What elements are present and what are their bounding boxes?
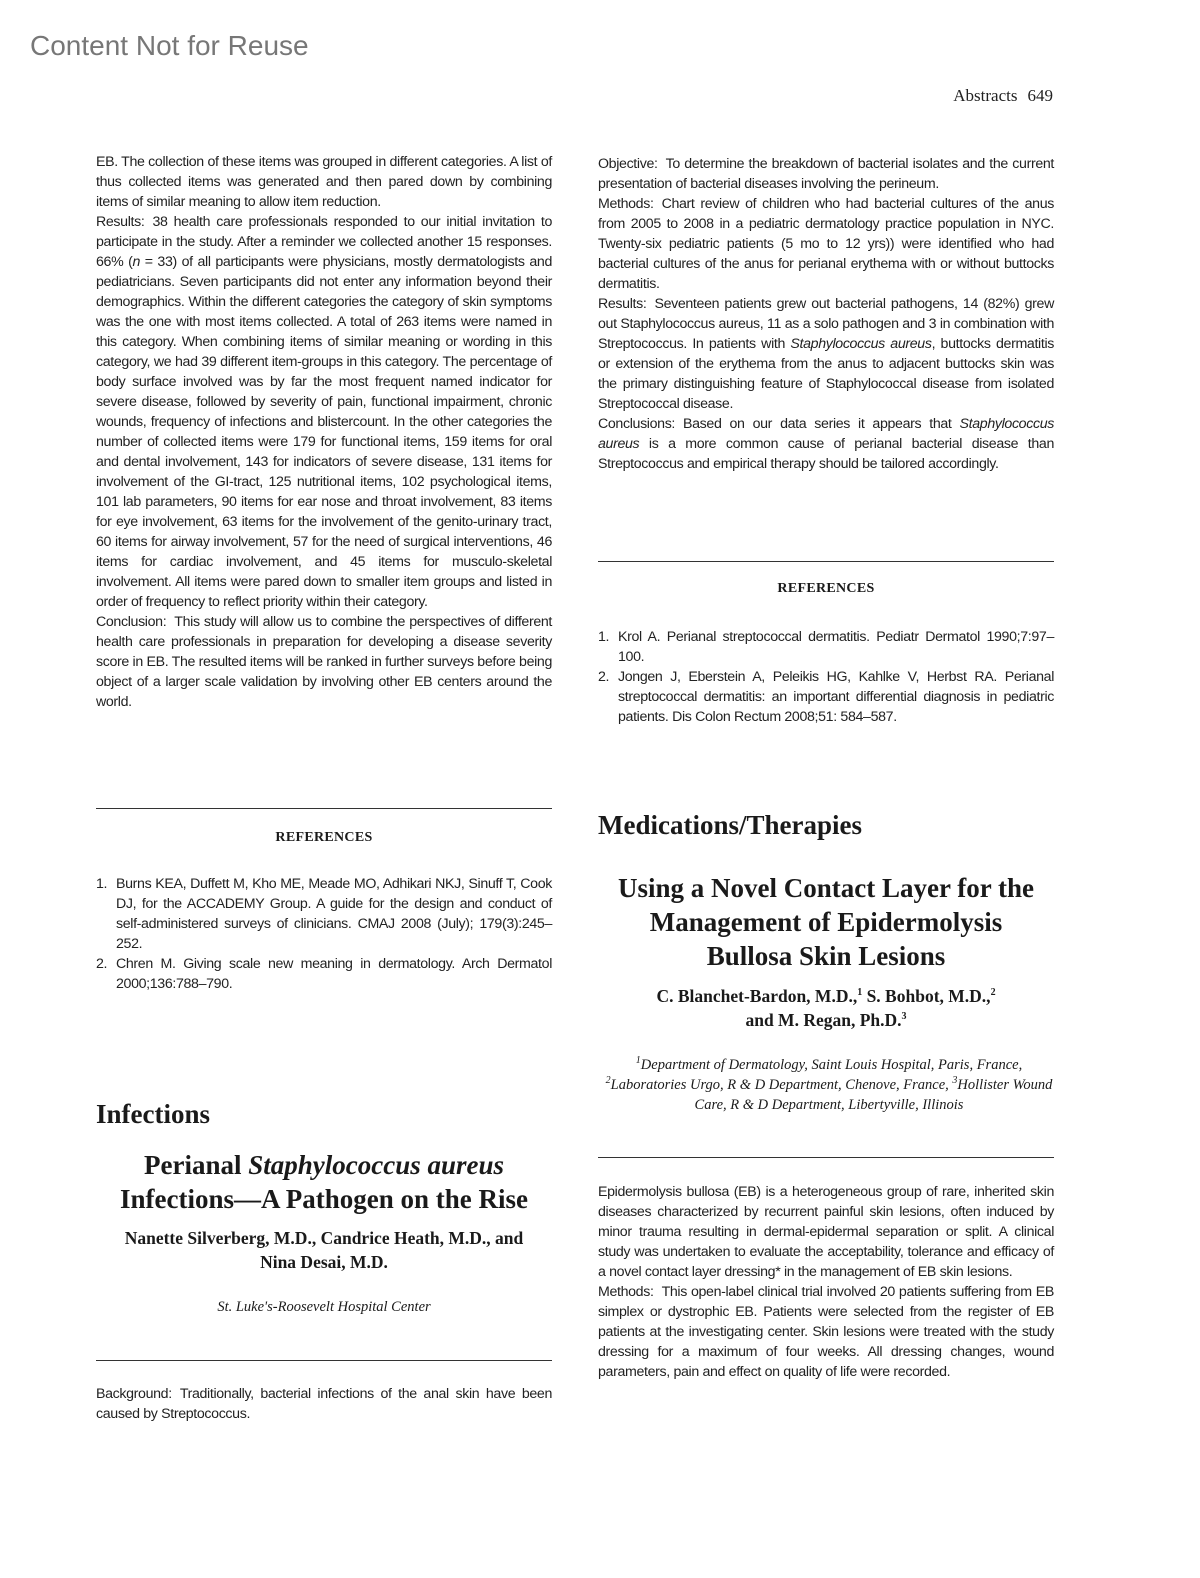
divider [598, 561, 1054, 562]
article-authors [598, 984, 1054, 1032]
paragraph-text: 38 health care professionals responded to our initial invitation to participate in the study. After a reminder we collected another 15 responses. 66% ( [96, 214, 552, 270]
article-affiliation [598, 1055, 1060, 1115]
authors-line: Nina Desai, M.D. [260, 1252, 388, 1272]
reference-text: Krol A. Perianal streptococcal dermatitis. Pediatr Dermatol 1990;7:97–100. [618, 629, 1054, 665]
section-heading-infections: Infections [96, 1099, 210, 1129]
paragraph-label: Conclusion: [96, 614, 167, 630]
paragraph-label: Results: [598, 296, 647, 312]
paragraph-text: is a more common cause of perianal bacterial disease than Streptococcus and empirical therapy should be tailored accordingly. [598, 436, 1054, 472]
paragraph [598, 1182, 1054, 1282]
affil-sup: 3 [952, 1075, 958, 1087]
paragraph-label: Conclusions: [598, 416, 676, 432]
author-sup: 2 [990, 987, 996, 999]
paragraph-text: EB. The collection of these items was grouped in different categories. A list of thus collected items was generated and then pared down by combining items of similar meaning to allow item reduction. [96, 154, 552, 210]
title-text: Perianal [143, 1150, 249, 1180]
paragraph [96, 212, 552, 612]
title-line: Using a Novel Contact Layer for the [618, 873, 1034, 903]
reference-text: Jongen J, Eberstein A, Peleikis HG, Kahlke V, Herbst RA. Perianal streptococcal dermatitis: an important differential diagnosis in pediatric patients. Dis Colon Rectum 2008;51: 584–587. [618, 669, 1054, 725]
reference-item [598, 627, 1054, 667]
reference-text: Burns KEA, Duffett M, Kho ME, Meade MO, Adhikari NKJ, Sinuff T, Cook DJ, for the ACCADEMY Group. A guide for the design and conduct of self-administered surveys of clinicians. CMAJ 2008 (July); 179(3):245–252. [116, 876, 552, 952]
reference-number: 1. [598, 629, 610, 645]
affil-text: Laboratories Urgo, R & D Department, Chenove, France, [610, 1077, 953, 1093]
paragraph [598, 294, 1054, 414]
paragraph-text: Chart review of children who had bacterial cultures of the anus from 2005 to 2008 in a pediatric dermatology practice population in NYC. Twenty-six pediatric patients (5 mo to 12 yrs)) were identified who had bacterial cultures of the anus for perianal erythema with or without buttocks dermatitis. [598, 196, 1054, 292]
reference-item [96, 954, 552, 994]
divider [96, 808, 552, 809]
running-head [943, 86, 1053, 106]
author: C. Blanchet-Bardon, M.D., [656, 986, 858, 1006]
article-affiliation: St. Luke's-Roosevelt Hospital Center [217, 1299, 431, 1315]
affil-text: Department of Dermatology, Saint Louis Hospital, Paris, France, [640, 1057, 1023, 1073]
section-heading-medications: Medications/Therapies [598, 810, 862, 840]
title-line: Management of Epidermolysis [649, 907, 1003, 937]
reference-item [96, 874, 552, 954]
affil-sup: 1 [635, 1055, 641, 1067]
author: S. Bohbot, M.D., [862, 986, 991, 1006]
article-authors [96, 1226, 552, 1274]
article-abstract [96, 1384, 552, 1424]
title-line: Bullosa Skin Lesions [706, 941, 946, 971]
right-abstract [598, 154, 1054, 474]
paragraph [96, 612, 552, 712]
article-abstract [598, 1182, 1054, 1382]
title-italic: Staphylococcus aureus [248, 1150, 504, 1180]
affil-sup: 2 [605, 1075, 611, 1087]
paragraph [598, 154, 1054, 194]
reference-list [96, 874, 552, 994]
paragraph [598, 1282, 1054, 1382]
paragraph [96, 1384, 552, 1424]
article-title [598, 871, 1054, 973]
paragraph-text: This study will allow us to combine the perspectives of different health care professionals in preparation for developing a disease severity score in EB. The resulted items will be ranked in further surveys before being object of a larger scale validation by involving other EB centers around the world. [96, 614, 552, 710]
italic-text: Staphylococcus aureus [598, 416, 1054, 452]
divider [598, 1157, 1054, 1158]
author-sup: 1 [857, 987, 863, 999]
paragraph-label: Background: [96, 1386, 172, 1402]
paragraph-label: Methods: [598, 196, 654, 212]
reference-number: 2. [598, 669, 610, 685]
italic-text: n [132, 254, 141, 270]
left-abstract-continuation [96, 152, 552, 712]
paragraph-label: Objective: [598, 156, 658, 172]
paragraph-text: Epidermolysis bullosa (EB) is a heterogeneous group of rare, inherited skin diseases characterized by recurrent painful skin lesions, often induced by minor trauma resulting in dermal-epidermal separation or split. A clinical study was undertaken to evaluate the acceptability, tolerance and efficacy of a novel contact layer dressing* in the management of EB skin lesions. [598, 1184, 1054, 1280]
paragraph-text: = 33) of all participants were physicians, mostly dermatologists and pediatricians. Seven participants did not enter any information beyond their demographics. Within the different categories the category of skin symptoms was the one with most items collected. A total of 263 items were named in this category. When combining items of similar meaning or wording in this category, we had 39 different item-groups in this category. The percentage of body surface involved was by far the most frequent named indicator for severe disease, followed by severity of pain, functional impairment, chronic wounds, frequency of infections and blistercount. In the other categories the number of collected items were 179 for functional items, 159 items for oral and dental involvement, 143 for indicators of severe disease, 131 items for involvement of the GI-tract, 125 nutritional items, 102 psychological items, 101 lab parameters, 90 items for ear nose and throat involvement, 83 items for eye involvement, 63 items for the involvement of the genito-urinary tract, 60 items for airway involvement, 57 for the need of surgical interventions, 46 items for cardiac involvement, and 45 items for musculo-skeletal involvement. All items were pared down to smaller item groups and listed in order of frequency to reflect priority within their category. [96, 254, 552, 610]
reference-number: 2. [96, 956, 108, 972]
reference-number: 1. [96, 876, 108, 892]
authors-line: Nanette Silverberg, M.D., Candrice Heath, M.D., and [124, 1228, 524, 1248]
author: and M. Regan, Ph.D. [745, 1010, 902, 1030]
references-heading: REFERENCES [275, 830, 373, 845]
paragraph-text: , buttocks dermatitis or extension of the erythema from the anus to adjacent buttocks skin was the primary distinguishing feature of Staphylococcal disease from isolated Streptococcal disease. [598, 336, 1054, 412]
title-text: Infections—A Pathogen on the Rise [119, 1184, 528, 1214]
watermark: Content Not for Reuse [30, 30, 309, 61]
paragraph-text: To determine the breakdown of bacterial isolates and the current presentation of bacterial diseases involving the perineum. [598, 156, 1054, 192]
reference-text: Chren M. Giving scale new meaning in dermatology. Arch Dermatol 2000;136:788–790. [116, 956, 552, 992]
author-sup: 3 [901, 1011, 907, 1023]
running-head-section: Abstracts [953, 86, 1018, 105]
article-title [96, 1148, 552, 1216]
reference-list [598, 627, 1054, 727]
paragraph [96, 152, 552, 212]
paragraph-text: Based on our data series it appears that [683, 416, 960, 432]
italic-text: Staphylococcus aureus [790, 336, 932, 352]
paragraph-text: Seventeen patients grew out bacterial pathogens, 14 (82%) grew out Staphylococcus aureus, 11 as a solo pathogen and 3 in combination with Streptococcus. In patients with [598, 296, 1054, 352]
paragraph [598, 414, 1054, 474]
references-heading: REFERENCES [777, 581, 875, 596]
paragraph-text: This open-label clinical trial involved 20 patients suffering from EB simplex or dystrophic EB. Patients were selected from the register of EB patients at the investigating center. Skin lesions were treated with the study dressing for a maximum of four weeks. All dressing changes, wound parameters, pain and effect on quality of life were recorded. [598, 1284, 1054, 1380]
paragraph-text: Traditionally, bacterial infections of the anal skin have been caused by Streptococcus. [96, 1386, 552, 1422]
page-number: 649 [1027, 86, 1053, 105]
paragraph-label: Methods: [598, 1284, 654, 1300]
paragraph-label: Results: [96, 214, 145, 230]
reference-item [598, 667, 1054, 727]
paragraph [598, 194, 1054, 294]
affil-text: Hollister Wound Care, R & D Department, Libertyville, Illinois [694, 1077, 1053, 1113]
divider [96, 1360, 552, 1361]
